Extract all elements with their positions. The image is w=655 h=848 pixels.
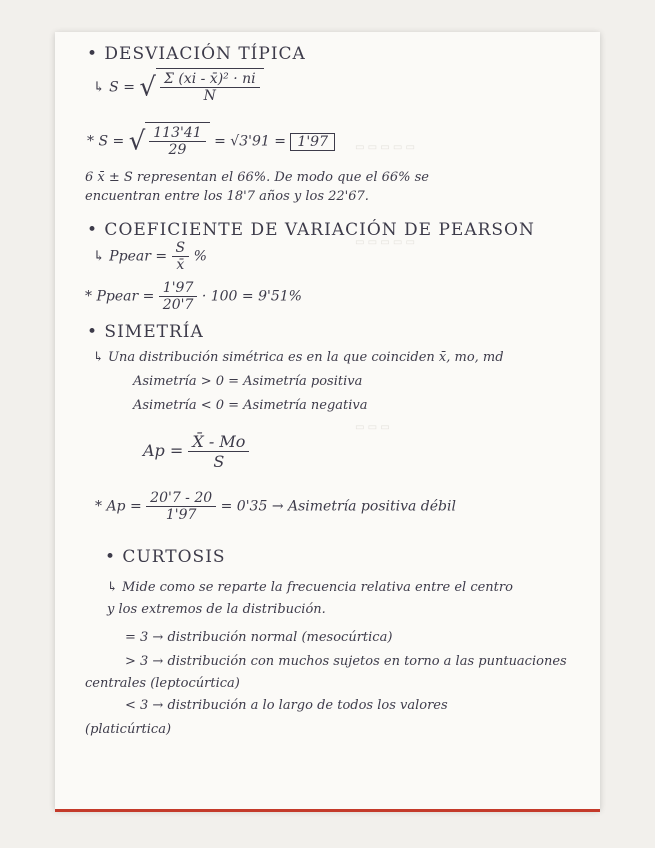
- heading-curtosis: • CURTOSIS: [105, 547, 226, 567]
- heading-pearson: • COEFICIENTE DE VARIACIÓN DE PEARSON: [87, 220, 535, 240]
- pearson-calc-denominator: 20'7: [162, 297, 194, 313]
- pearson-calc-prefix: * Ppear =: [85, 288, 155, 305]
- bleed-through: ▭ ▭ ▭ ▭ ▭: [355, 142, 415, 153]
- formula-denominator: N: [203, 88, 216, 104]
- formula-prefix: ↳ S =: [93, 79, 135, 96]
- curtosis-leptocurtica-cont: centrales (leptocúrtica): [85, 676, 240, 691]
- calc-prefix: * S =: [87, 133, 125, 150]
- calc-pearson: [85, 280, 302, 313]
- calc-asimetria: [95, 490, 456, 523]
- simetria-negative: Asimetría < 0 = Asimetría negativa: [133, 398, 368, 413]
- calc-middle: = √3'91 =: [214, 133, 286, 150]
- formula-numerator: Σ (xi - x̄)² · ni: [160, 71, 260, 88]
- calc-numerator: 113'41: [149, 125, 205, 142]
- calc-result: 1'97: [290, 133, 335, 151]
- simetria-definition: ↳ Una distribución simétrica es en la que coinciden x̄, mo, md: [93, 350, 504, 365]
- formula-asimetria: [143, 432, 249, 471]
- calc-desviacion: * S = √ $\frac{113'41}{29}$ = √3'91 = 1'97: [87, 122, 335, 158]
- heading-simetria: • SIMETRÍA: [87, 322, 204, 342]
- curtosis-leptocurtica: > 3 → distribución con muchos sujetos en torno a las puntuaciones: [125, 654, 567, 669]
- curtosis-platicurtica: < 3 → distribución a lo largo de todos los valores: [125, 698, 448, 713]
- heading-desviacion: • DESVIACIÓN TÍPICA: [87, 44, 306, 64]
- ap-calc-denominator: 1'97: [165, 507, 197, 523]
- bleed-through: ▭ ▭ ▭ ▭ ▭: [355, 237, 415, 248]
- pearson-calc-numerator: 1'97: [159, 280, 198, 297]
- bleed-through: ▭ ▭ ▭: [355, 422, 390, 433]
- interpretation-line-1: 6 x̄ ± S representan el 66%. De modo que el 66% se: [85, 170, 430, 185]
- ap-calc-numerator: 20'7 - 20: [146, 490, 216, 507]
- simetria-positive: Asimetría > 0 = Asimetría positiva: [133, 374, 363, 389]
- notebook-page: [55, 32, 600, 810]
- pearson-numerator: S: [172, 240, 190, 257]
- curtosis-mesocurtica: = 3 → distribución normal (mesocúrtica): [125, 630, 393, 645]
- ap-calc-suffix: = 0'35 → Asimetría positiva débil: [220, 498, 456, 515]
- pearson-denominator: x̄: [176, 257, 185, 273]
- curtosis-definition-2: y los extremos de la distribución.: [107, 602, 326, 617]
- formula-desviacion: ↳ S = √ $\frac{\text{Σ (xi - x̄)² · ni}}{N}$: [93, 68, 264, 104]
- calc-denominator: 29: [168, 142, 187, 158]
- pearson-suffix: %: [193, 248, 207, 265]
- ap-denominator: S: [213, 452, 225, 471]
- formula-pearson: [93, 240, 207, 273]
- pearson-prefix: ↳ Ppear =: [93, 248, 168, 265]
- ap-calc-prefix: * Ap =: [95, 498, 142, 515]
- curtosis-platicurtica-cont: (platicúrtica): [85, 722, 172, 737]
- curtosis-definition-1: ↳ Mide como se reparte la frecuencia relativa entre el centro: [107, 580, 513, 595]
- interpretation-line-2: encuentran entre los 18'7 años y los 22'67.: [85, 189, 369, 204]
- pearson-calc-suffix: · 100 = 9'51%: [201, 288, 302, 305]
- ap-numerator: X̄ - Mo: [188, 432, 249, 452]
- page-bottom-edge: [55, 809, 600, 812]
- ap-prefix: Ap =: [143, 441, 184, 460]
